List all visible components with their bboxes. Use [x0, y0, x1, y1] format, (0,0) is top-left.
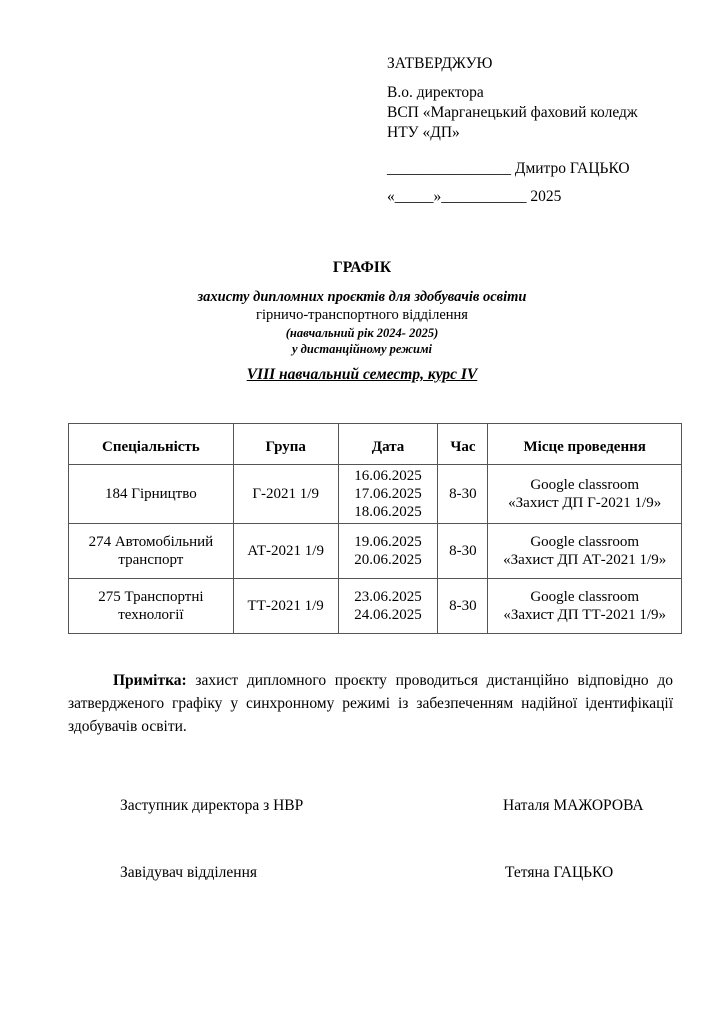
note-paragraph: [68, 669, 673, 738]
cell-group: ТТ-2021 1/9: [233, 579, 338, 634]
signature-name-head: Тетяна ГАЦЬКО: [505, 864, 614, 881]
cell-place-course: «Захист ДП АТ-2021 1/9»: [503, 552, 667, 568]
department-name: гірничо-транспортного відділення: [256, 307, 468, 323]
cell-date: 24.06.2025: [354, 607, 422, 623]
cell-specialty: 275 Транспортні технології: [69, 579, 234, 634]
study-mode: у дистанційному режимі: [292, 342, 432, 356]
document-title: ГРАФІК: [332, 259, 392, 276]
table-row: [69, 579, 682, 634]
cell-place-platform: Google classroom: [530, 589, 640, 605]
header-group: Група: [233, 424, 338, 465]
signature-name-deputy: Наталя МАЖОРОВА: [503, 797, 644, 814]
table-row: [69, 465, 682, 524]
approval-date-line: «_____»___________ 2025: [387, 188, 562, 205]
approval-org-line2: НТУ «ДП»: [387, 124, 460, 141]
semester-line: [0, 366, 724, 384]
cell-dates: [338, 524, 438, 579]
cell-date: 18.06.2025: [354, 504, 422, 520]
cell-dates: [338, 579, 438, 634]
document-subtitle: захисту дипломних проєктів для здобувачів освіти: [197, 289, 527, 305]
table-row: [69, 524, 682, 579]
cell-place-platform: Google classroom: [530, 477, 640, 493]
approval-title: ЗАТВЕРДЖУЮ: [387, 55, 493, 72]
cell-group: АТ-2021 1/9: [233, 524, 338, 579]
signature-role-deputy: Заступник директора з НВР: [120, 797, 304, 814]
approval-signature-line: ________________ Дмитро ГАЦЬКО: [387, 160, 630, 177]
note-text: захист дипломного проєкту проводиться дистанційно відповідно до затвердженого графіку у синхронному режимі із забезпеченням надійної ідентифікації здобувачів освіти.: [68, 672, 673, 735]
cell-time: 8-30: [438, 579, 488, 634]
cell-date: 16.06.2025: [354, 468, 422, 484]
cell-dates: [338, 465, 438, 524]
cell-place: [488, 465, 682, 524]
cell-specialty: 184 Гірництво: [69, 465, 234, 524]
cell-place-course: «Захист ДП Г-2021 1/9»: [508, 495, 662, 511]
cell-place: [488, 579, 682, 634]
signature-role-head: Завідувач відділення: [120, 864, 257, 881]
cell-date: 23.06.2025: [354, 589, 422, 605]
header-place: Місце проведення: [488, 424, 682, 465]
header-time: Час: [438, 424, 488, 465]
approval-block: [387, 54, 638, 207]
schedule-table: [68, 423, 682, 634]
cell-place-platform: Google classroom: [530, 534, 640, 550]
note-label: Примітка:: [113, 672, 187, 689]
approval-org-line1: ВСП «Марганецький фаховий коледж: [387, 104, 638, 121]
cell-time: 8-30: [438, 465, 488, 524]
table-header-row: [69, 424, 682, 465]
cell-time: 8-30: [438, 524, 488, 579]
cell-place: [488, 524, 682, 579]
academic-year: (навчальний рік 2024- 2025): [285, 326, 439, 340]
approval-position: В.о. директора: [387, 84, 484, 101]
semester-text: VIII навчальний семестр, курс IV: [246, 366, 478, 383]
cell-place-course: «Захист ДП ТТ-2021 1/9»: [503, 607, 667, 623]
cell-date: 19.06.2025: [354, 534, 422, 550]
header-specialty: Спеціальність: [69, 424, 234, 465]
cell-group: Г-2021 1/9: [233, 465, 338, 524]
cell-date: 20.06.2025: [354, 552, 422, 568]
cell-specialty: 274 Автомобільний транспорт: [69, 524, 234, 579]
header-date: Дата: [338, 424, 438, 465]
cell-date: 17.06.2025: [354, 486, 422, 502]
